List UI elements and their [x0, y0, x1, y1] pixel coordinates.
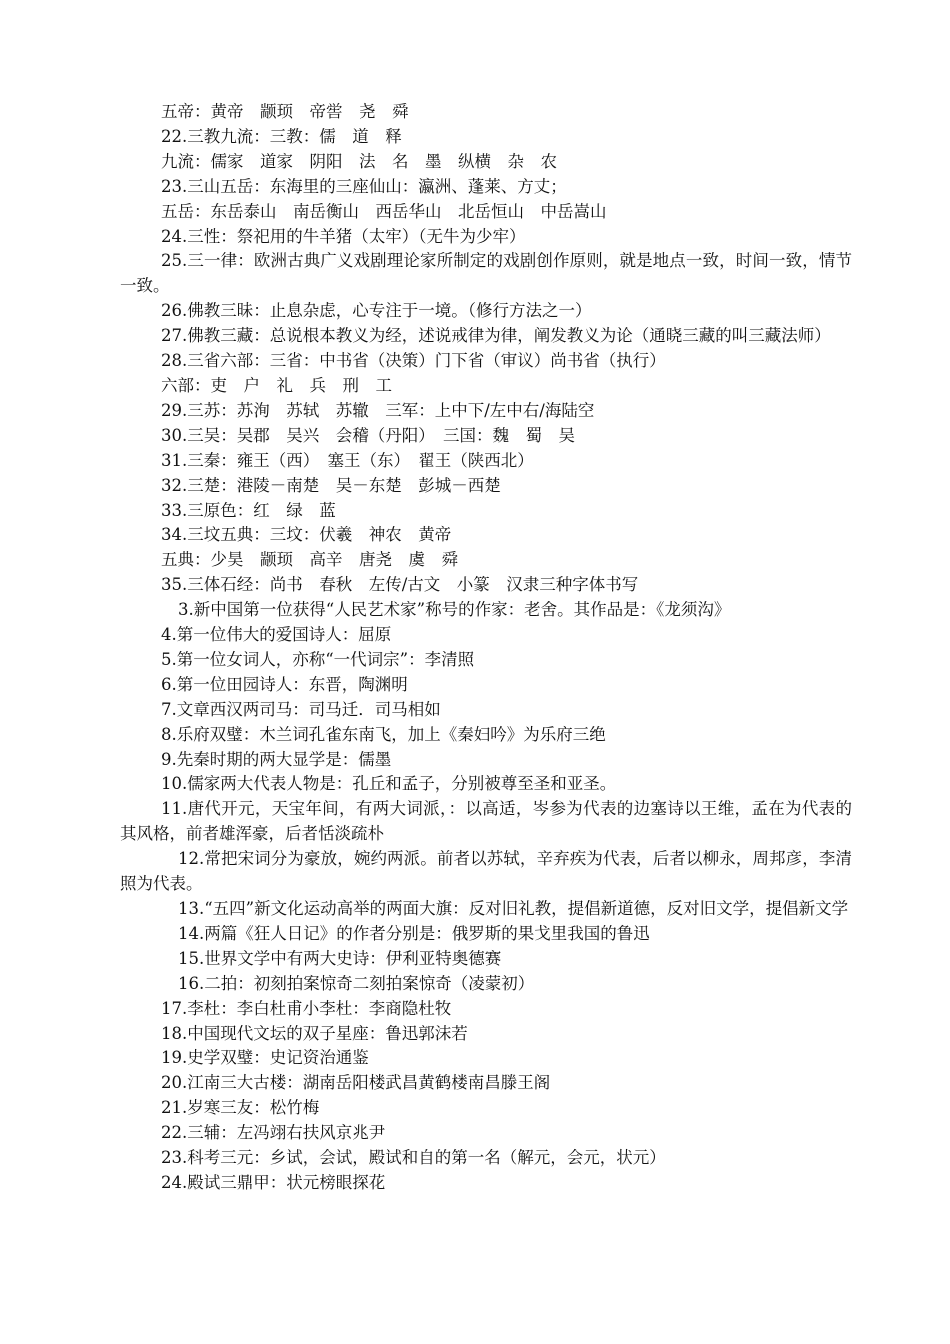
text-line: 18.中国现代文坛的双子星座：鲁迅郭沫若 [161, 1023, 468, 1043]
text-paragraph: 11.唐代开元，天宝年间，有两大词派，：以高适，岑参为代表的边塞诗以王维，孟在为代表的其风格，前者雄浑豪，后者恬淡疏朴 [120, 799, 852, 844]
text-line: 14.两篇《狂人日记》的作者分别是：俄罗斯的果戈里我国的鲁迅 [178, 923, 650, 943]
text-line: 28.三省六部：三省：中书省（决策）门下省（审议）尚书省（执行） [161, 351, 666, 371]
text-paragraph: 12.常把宋词分为豪放，婉约两派。前者以苏轼，辛弃疾为代表，后者以柳永，周邦彦，李清照为代表。 [120, 849, 852, 894]
text-line: 六部：吏 户 礼 兵 刑 工 [161, 375, 392, 395]
text-line: 30.三吴：吴郡 吴兴 会稽（丹阳） 三国：魏 蜀 吴 [161, 425, 575, 445]
text-line: 10.儒家两大代表人物是：孔丘和孟子，分别被尊至圣和亚圣。 [161, 774, 617, 794]
text-line: 五岳：东岳泰山 南岳衡山 西岳华山 北岳恒山 中岳嵩山 [161, 201, 607, 221]
text-line: 34.三坟五典：三坟：伏羲 神农 黄帝 [161, 525, 452, 545]
text-line: 五帝：黄帝 颛顼 帝喾 尧 舜 [161, 102, 409, 121]
text-line: 9.先秦时期的两大显学是：儒墨 [161, 749, 392, 769]
text-line: 5.第一位女词人，亦称“一代词宗”：李清照 [161, 649, 475, 669]
text-line: 32.三楚：港陵－南楚 吴－东楚 彭城－西楚 [161, 475, 501, 495]
text-line: 4.第一位伟大的爱国诗人：屈原 [161, 625, 392, 645]
text-line: 21.岁寒三友：松竹梅 [161, 1098, 320, 1118]
text-paragraph: 13.“五四”新文化运动高举的两面大旗：反对旧礼教，提倡新道德，反对旧文学，提倡新文学 [178, 899, 849, 918]
text-line: 7.文章西汉两司马：司马迁．司马相如 [161, 699, 441, 719]
text-line: 22.三辅：左冯翊右扶风京兆尹 [161, 1123, 386, 1143]
text-line: 8.乐府双璧：木兰词孔雀东南飞，加上《秦妇吟》为乐府三绝 [161, 724, 606, 744]
text-line: 16.二拍：初刻拍案惊奇二刻拍案惊奇（凌蒙初） [178, 973, 535, 993]
text-line: 35.三体石经：尚书 春秋 左传/古文 小篆 汉隶三种字体书写 [161, 575, 639, 595]
text-line: 24.三性：祭祀用的牛羊猪（太牢）（无牛为少牢） [161, 226, 526, 246]
text-line: 23.科考三元：乡试，会试，殿试和自的第一名（解元，会元，状元） [161, 1148, 666, 1168]
text-line: 20.江南三大古楼：湖南岳阳楼武昌黄鹤楼南昌滕王阁 [161, 1073, 551, 1093]
text-line: 22.三教九流：三教：儒 道 释 [161, 126, 402, 146]
document-body [120, 100, 852, 1196]
text-paragraph: 25.三一律：欧洲古典广义戏剧理论家所制定的戏剧创作原则，就是地点一致，时间一致，情节一致。 [120, 251, 852, 296]
text-line: 26.佛教三昧：止息杂虑，心专注于一境。（修行方法之一） [161, 301, 592, 321]
text-line: 24.殿试三鼎甲：状元榜眼探花 [161, 1172, 386, 1192]
text-line: 九流：儒家 道家 阴阳 法 名 墨 纵横 杂 农 [161, 151, 557, 171]
text-line: 6.第一位田园诗人：东晋，陶渊明 [161, 674, 408, 694]
text-line: 23.三山五岳：东海里的三座仙山：瀛洲、蓬莱、方丈； [161, 176, 567, 196]
text-line: 3.新中国第一位获得“人民艺术家”称号的作家：老舍。其作品是：《龙须沟》 [178, 600, 731, 620]
text-line: 31.三秦：雍王（西） 塞王（东） 翟王（陕西北） [161, 450, 534, 470]
text-line: 15.世界文学中有两大史诗：伊利亚特奥德赛 [178, 948, 502, 968]
text-line: 29.三苏：苏洵 苏轼 苏辙 三军：上中下/左中右/海陆空 [161, 400, 595, 420]
text-line: 17.李杜：李白杜甫小李杜：李商隐杜牧 [161, 998, 452, 1018]
text-paragraph: 27.佛教三藏：总说根本教义为经，述说戒律为律，阐发教义为论（通晓三藏的叫三藏法师） [161, 326, 831, 346]
text-line: 19.史学双璧：史记资治通鉴 [161, 1048, 369, 1068]
text-line: 33.三原色：红 绿 蓝 [161, 500, 336, 520]
text-line: 五典：少昊 颛顼 高辛 唐尧 虞 舜 [161, 550, 458, 570]
